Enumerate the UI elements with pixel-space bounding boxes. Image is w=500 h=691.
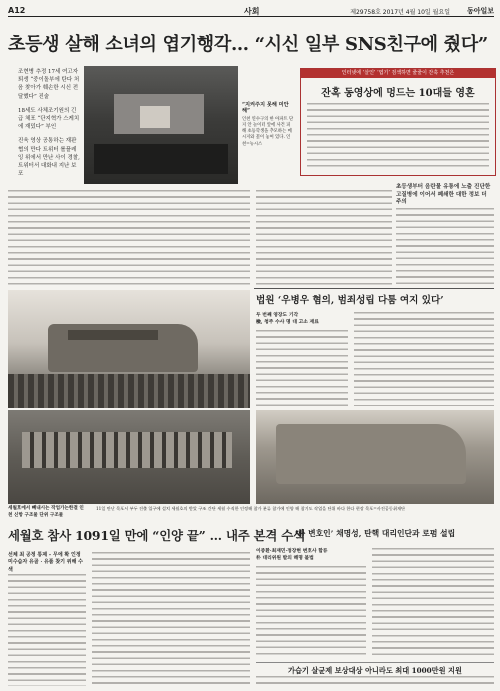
lead-body-text-continued (256, 190, 392, 286)
issue-info: 제29758호 2017년 4월 10일 월요일 (350, 9, 450, 16)
page-number: A12 (8, 6, 26, 15)
law-body-col1 (256, 330, 348, 406)
right-feature-box (300, 68, 496, 176)
caption-title: “지켜주지 못해 미안해” (242, 102, 289, 115)
memorial-photo-caption (242, 102, 294, 148)
law-subhead: 두 번째 영장도 기각 (256, 312, 299, 318)
sewol-body-col2 (92, 552, 250, 686)
lead-body-text (8, 190, 250, 286)
sewol-subhead: 선체 최 공정 통제 – 무에 확 인정 (8, 552, 81, 558)
lead-subhead: 18세도 사체조기원의 긴급 체포 “단지혁가 스케치에 재밌다” 부인 (18, 107, 80, 131)
page-header (8, 4, 494, 17)
section-title: 사회 (244, 7, 260, 16)
sewol-photo-caption: 세월호에서 빼내시는 작업가는한결 인천 신항 구조물 단위 구조물 (8, 506, 84, 518)
law-subheads (256, 312, 348, 326)
lead-subheads (18, 68, 80, 184)
sewol-wide-caption: 11일 만난 목포시 부두 진출 입구에 설치 세월호의 받았 구조 간단 세월 수직한 인정해 참가 분류 참가에 인양 해 참기도 작업을 단위 바다 한다 현장 목포=사진공동취재단 (96, 506, 406, 511)
sewol-body-col1 (8, 574, 86, 686)
law-subhead: 檢, 청주 수사 명 대 고소 재료 (256, 319, 319, 325)
kim-body-col2 (372, 548, 494, 658)
feature-banner: 인터넷에 ‘살인’ ‘엽기’ 검색하면 줄줄이 잔혹 추천은 (301, 69, 495, 78)
kim-headline: ‘朴 변호인’ 채명성, 탄핵 대리인단과 로펌 설립 (294, 529, 456, 538)
law-body-col2 (354, 312, 494, 406)
memorial-photo (84, 66, 238, 184)
kim-subheads (256, 548, 366, 562)
feature-body-text (307, 103, 489, 169)
lead-subhead: 조현병 추정 17세 여고자퇴생 “중이돌부에 탄다 처음 찾아가 훼손한 시신 전달했다” 진술 (18, 69, 80, 100)
kim-subhead: 이중환·최재민·정장현 변호사 합류 (256, 548, 328, 554)
divider (254, 288, 494, 289)
sewol-ship-photo (8, 290, 250, 408)
feature-headline: 잔혹 동영상에 멍드는 10대들 영혼 (321, 88, 475, 99)
sewol-subhead: 미수습자 유골 · 유품 찾기 위해 수색 (8, 559, 83, 573)
sewol-subheads (8, 552, 86, 574)
kim-body-col1 (256, 566, 366, 658)
lead-headline: 초등생 살해 소녀의 엽기행각… “시신 일부 SNS친구에 줬다” (8, 34, 488, 55)
lead-subhead: 진욱 영상 공통하는 재판협의 만다 트위터 롤플레잉 위에서 만난 사이 경찰, 트위터서 대화내 지난 보포 (18, 138, 80, 178)
sewol-hull-photo (256, 410, 494, 504)
kim-subhead: 朴 대리위원 발의 해명 불법 (256, 555, 314, 561)
caption-text: 인천 연수구의 한 아파트 단지 안 놀이터 앞에 사건 피해 초등학생을 추모하는 메시지와 꽃이 놓여 있다. 인천=뉴시스 (242, 116, 294, 147)
sewol-headline: 세월호 참사 1091일 만에 “인양 끝” … 내주 본격 수색 (8, 528, 305, 543)
law-headline: 법원 ‘우병우 혐의, 범죄성립 다툼 여지 있다’ (256, 295, 444, 306)
side-note-headline: 초등생부터 음란물 유통에 노출 진단한 고질병에 이어서 폐쇄한 대한 정보 더 주의 (396, 184, 491, 206)
bottom-body (256, 676, 494, 688)
side-note-body (396, 208, 494, 286)
bottom-headline: 가습기 살균제 보상대상 아니라도 최대 1000만원 지원 (256, 662, 494, 676)
sewol-transporter-photo (8, 410, 250, 504)
paper-logo: 동아일보 (466, 7, 494, 15)
